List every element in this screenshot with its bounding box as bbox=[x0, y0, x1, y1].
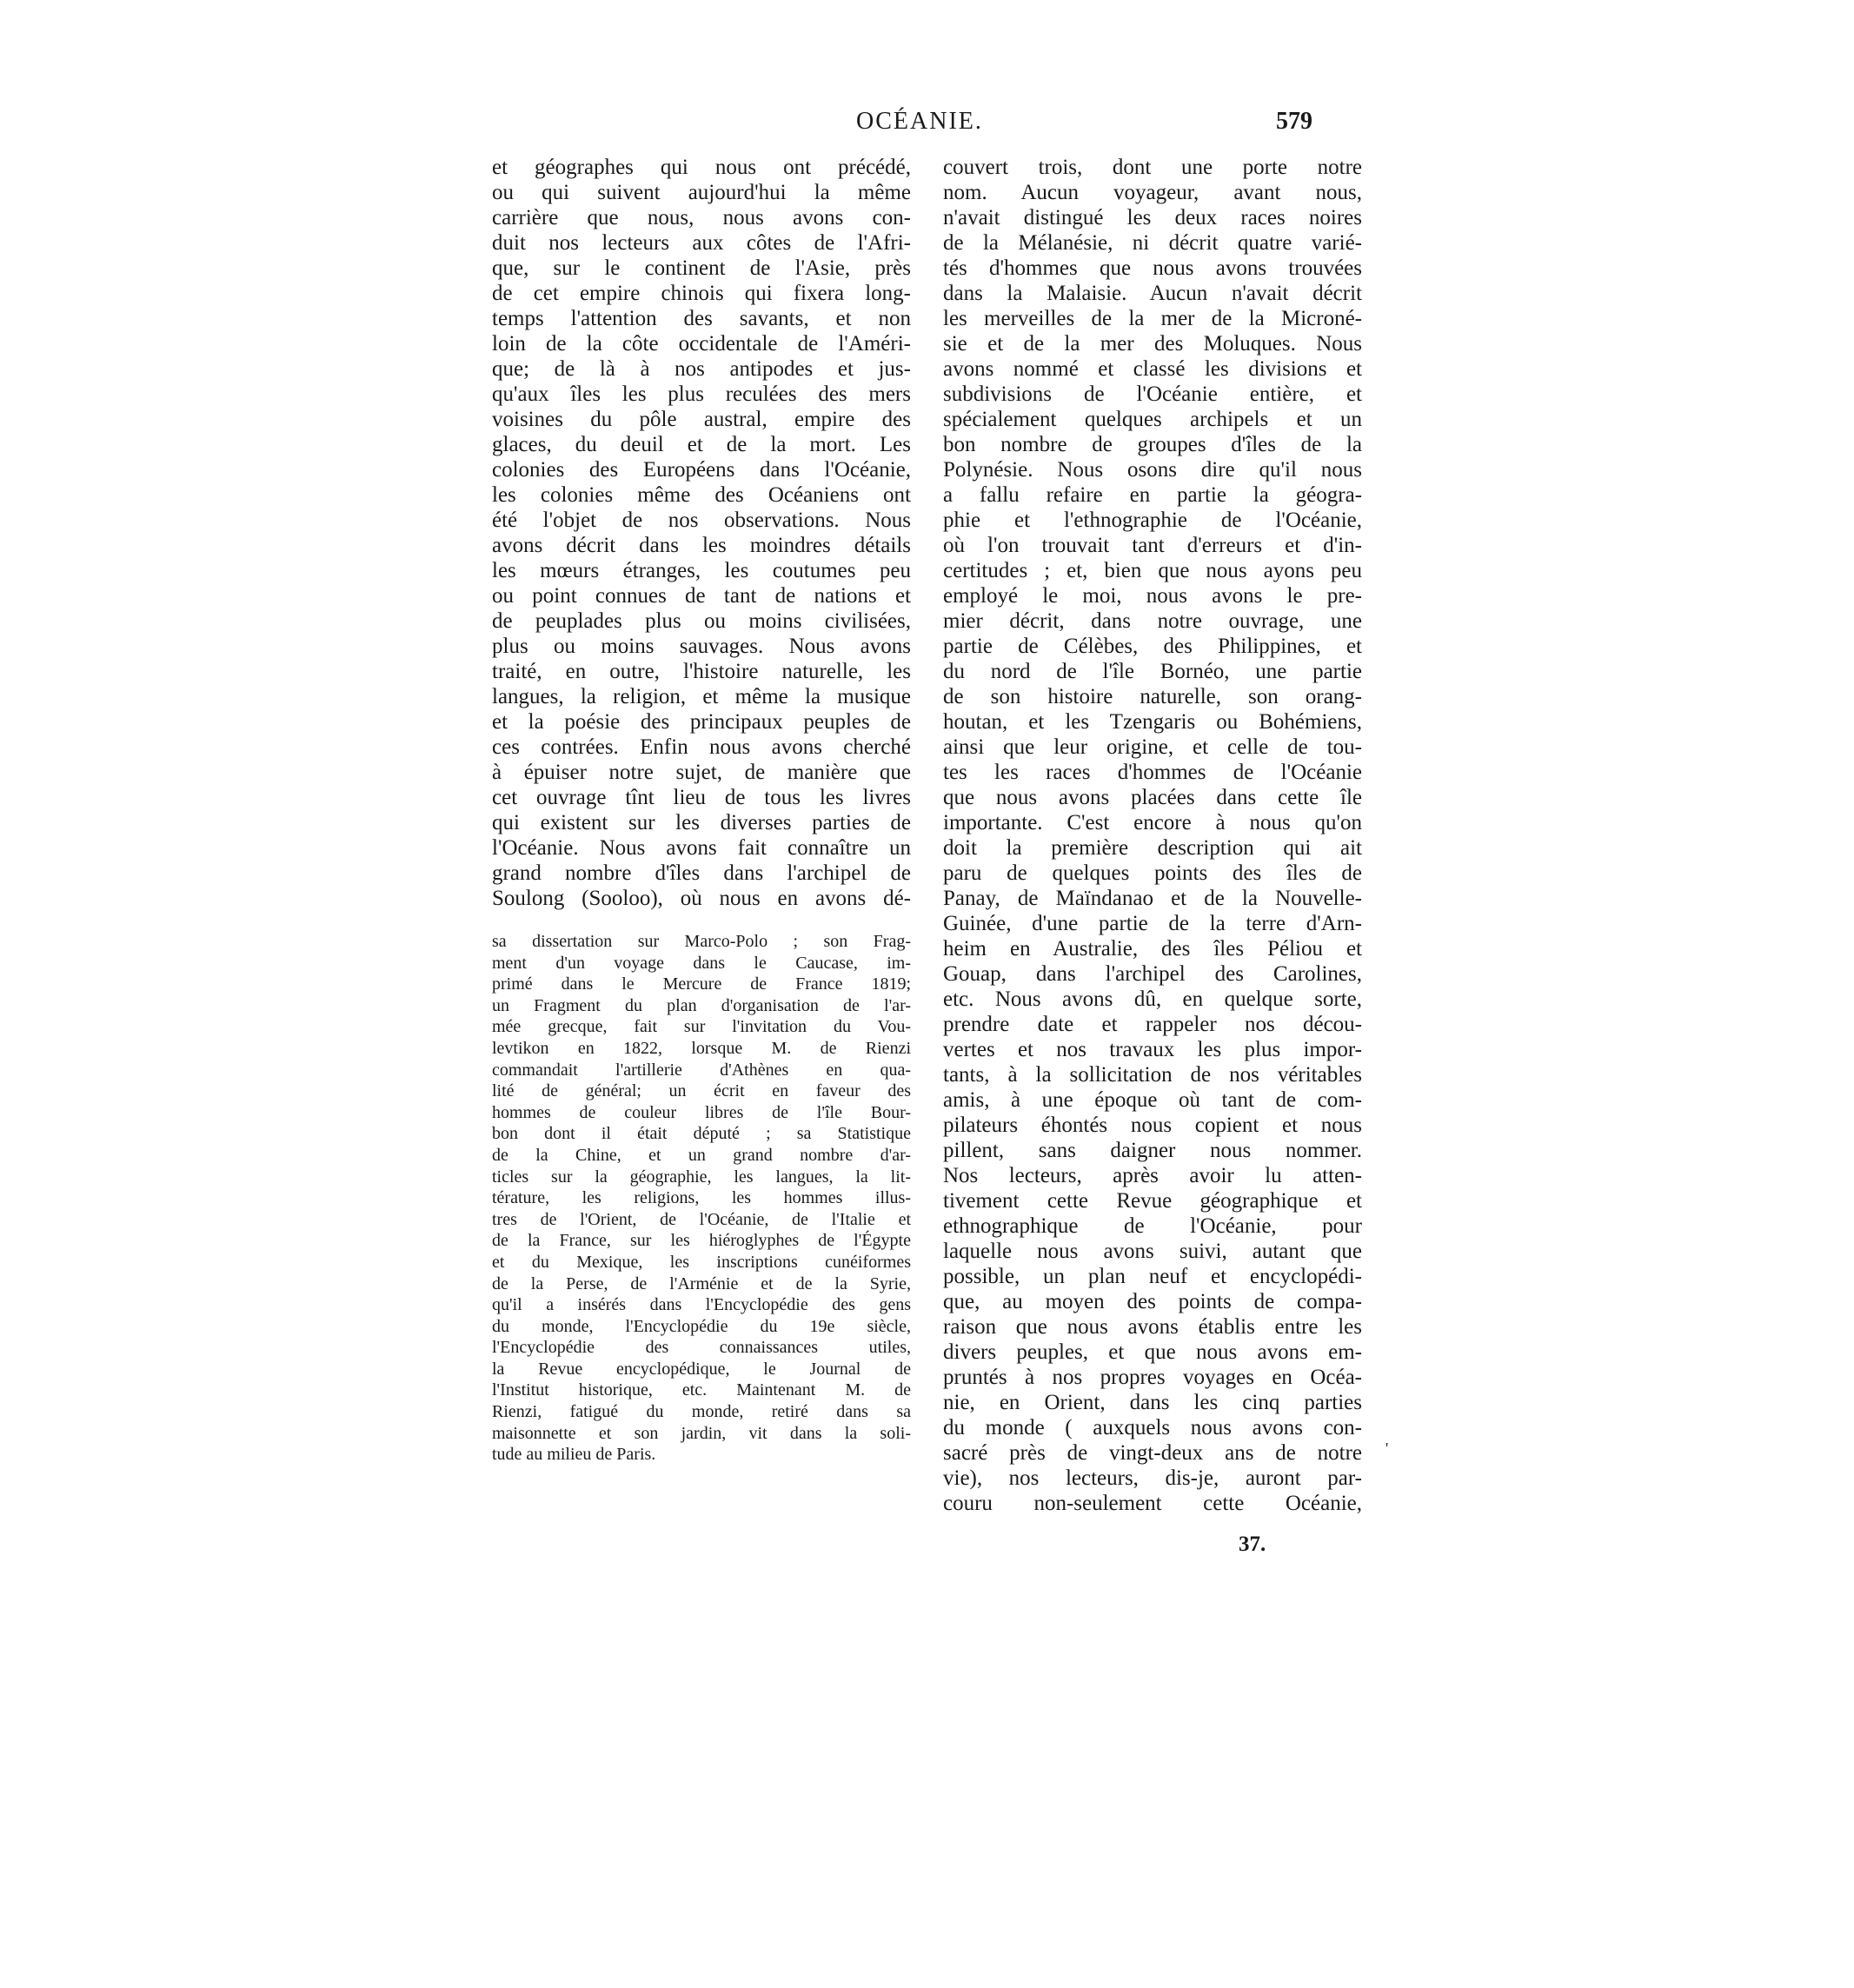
text-line: ou qui suivent aujourd'hui la même bbox=[492, 181, 911, 204]
text-line: nie, en Orient, dans les cinq parties bbox=[943, 1391, 1362, 1414]
text-line: tés d'hommes que nous avons trouvées bbox=[943, 256, 1362, 280]
footnote-line: maisonnette et son jardin, vit dans la soli- bbox=[492, 1423, 911, 1443]
text-line: l'Océanie. Nous avons fait connaître un bbox=[492, 836, 911, 860]
text-line: etc. Nous avons dû, en quelque sorte, bbox=[943, 987, 1362, 1011]
text-line: les colonies même des Océaniens ont bbox=[492, 483, 911, 507]
text-line: mier décrit, dans notre ouvrage, une bbox=[943, 609, 1362, 633]
text-line: voisines du pôle austral, empire des bbox=[492, 408, 911, 431]
text-line: les mœurs étranges, les coutumes peu bbox=[492, 559, 911, 582]
text-line: vertes et nos travaux les plus impor- bbox=[943, 1038, 1362, 1061]
footnote-line: de la Perse, de l'Arménie et de la Syrie, bbox=[492, 1273, 911, 1293]
footnote-block bbox=[492, 931, 911, 1466]
text-line: prendre date et rappeler nos décou- bbox=[943, 1013, 1362, 1036]
footnote-line: un Fragment du plan d'organisation de l'ar- bbox=[492, 995, 911, 1015]
text-line: ces contrées. Enfin nous avons cherché bbox=[492, 735, 911, 759]
text-line: divers peuples, et que nous avons em- bbox=[943, 1340, 1362, 1364]
footnote-line: l'Institut historique, etc. Maintenant M. de bbox=[492, 1380, 911, 1400]
text-line: tants, à la sollicitation de nos véritables bbox=[943, 1063, 1362, 1087]
text-line: dans la Malaisie. Aucun n'avait décrit bbox=[943, 282, 1362, 305]
footnote-line: hommes de couleur libres de l'île Bour- bbox=[492, 1102, 911, 1122]
footnote-line: lité de général; un écrit en faveur des bbox=[492, 1081, 911, 1101]
footnote-line: de la France, sur les hiéroglyphes de l'Égypte bbox=[492, 1231, 911, 1251]
page-number: 579 bbox=[1276, 108, 1312, 135]
text-line: du nord de l'île Bornéo, une partie bbox=[943, 660, 1362, 683]
footnote-line: et du Mexique, les inscriptions cunéiformes bbox=[492, 1252, 911, 1272]
text-line: colonies des Européens dans l'Océanie, bbox=[492, 458, 911, 482]
text-line: de son histoire naturelle, son orang- bbox=[943, 685, 1362, 708]
text-line: à épuiser notre sujet, de manière que bbox=[492, 761, 911, 784]
text-line: ou point connues de tant de nations et bbox=[492, 584, 911, 608]
footnote-line: bon dont il était député ; sa Statistique bbox=[492, 1124, 911, 1144]
text-line: spécialement quelques archipels et un bbox=[943, 408, 1362, 431]
text-line: avons décrit dans les moindres détails bbox=[492, 534, 911, 557]
text-line: paru de quelques points des îles de bbox=[943, 861, 1362, 885]
footnote-line: mée grecque, fait sur l'invitation du Vou- bbox=[492, 1017, 911, 1037]
text-line: bon nombre de groupes d'îles de la bbox=[943, 433, 1362, 456]
text-line: que; de là à nos antipodes et jus- bbox=[492, 357, 911, 381]
footnote-line: commandait l'artillerie d'Athènes en qua- bbox=[492, 1060, 911, 1080]
text-line: pilateurs éhontés nous copient et nous bbox=[943, 1114, 1362, 1137]
text-line: de cet empire chinois qui fixera long- bbox=[492, 282, 911, 305]
text-line: pillent, sans daigner nous nommer. bbox=[943, 1139, 1362, 1162]
text-line: tivement cette Revue géographique et bbox=[943, 1189, 1362, 1213]
footnote-line: l'Encyclopédie des connaissances utiles, bbox=[492, 1338, 911, 1358]
text-line: qui existent sur les diverses parties de bbox=[492, 811, 911, 834]
text-line: laquelle nous avons suivi, autant que bbox=[943, 1240, 1362, 1263]
text-line: n'avait distingué les deux races noires bbox=[943, 206, 1362, 229]
text-line: partie de Célèbes, des Philippines, et bbox=[943, 635, 1362, 658]
text-line: où l'on trouvait tant d'erreurs et d'in- bbox=[943, 534, 1362, 557]
text-line: temps l'attention des savants, et non bbox=[492, 307, 911, 330]
footnote-line: de la Chine, et un grand nombre d'ar- bbox=[492, 1145, 911, 1165]
text-line: de peuplades plus ou moins civilisées, bbox=[492, 609, 911, 633]
text-line: heim en Australie, des îles Péliou et bbox=[943, 937, 1362, 961]
footnote-line: térature, les religions, les hommes illus- bbox=[492, 1188, 911, 1208]
text-line: carrière que nous, nous avons con- bbox=[492, 206, 911, 229]
margin-mark: ' bbox=[1386, 1439, 1389, 1457]
text-line: vie), nos lecteurs, dis-je, auront par- bbox=[943, 1466, 1362, 1490]
text-line: et géographes qui nous ont précédé, bbox=[492, 156, 911, 179]
text-line: nom. Aucun voyageur, avant nous, bbox=[943, 181, 1362, 204]
footnote-line: Rienzi, fatigué du monde, retiré dans sa bbox=[492, 1402, 911, 1422]
text-line: certitudes ; et, bien que nous ayons peu bbox=[943, 559, 1362, 582]
footnote-line: la Revue encyclopédique, le Journal de bbox=[492, 1359, 911, 1379]
footnote-line: ticles sur la géographie, les langues, la lit- bbox=[492, 1167, 911, 1187]
text-line: loin de la côte occidentale de l'Améri- bbox=[492, 332, 911, 356]
text-line: pruntés à nos propres voyages en Océa- bbox=[943, 1366, 1362, 1389]
footnote-line: levtikon en 1822, lorsque M. de Rienzi bbox=[492, 1038, 911, 1058]
text-line: ainsi que leur origine, et celle de tou- bbox=[943, 735, 1362, 759]
text-line: sacré près de vingt-deux ans de notre bbox=[943, 1441, 1362, 1465]
text-line: les merveilles de la mer de la Microné- bbox=[943, 307, 1362, 330]
text-line: duit nos lecteurs aux côtes de l'Afri- bbox=[492, 231, 911, 255]
footnote-line: tude au milieu de Paris. bbox=[492, 1445, 656, 1465]
text-line: que, au moyen des points de compa- bbox=[943, 1290, 1362, 1313]
text-line: grand nombre d'îles dans l'archipel de bbox=[492, 861, 911, 885]
text-line: de la Mélanésie, ni décrit quatre varié- bbox=[943, 231, 1362, 255]
text-line: été l'objet de nos observations. Nous bbox=[492, 509, 911, 532]
text-line: avons nommé et classé les divisions et bbox=[943, 357, 1362, 381]
running-title: OCÉANIE. bbox=[856, 108, 983, 135]
text-line: Gouap, dans l'archipel des Carolines, bbox=[943, 962, 1362, 986]
footnote-line: tres de l'Orient, de l'Océanie, de l'Italie et bbox=[492, 1209, 911, 1229]
text-line: traité, en outre, l'histoire naturelle, les bbox=[492, 660, 911, 683]
footnote-line: primé dans le Mercure de France 1819; bbox=[492, 974, 911, 994]
text-line: ethnographique de l'Océanie, pour bbox=[943, 1214, 1362, 1238]
text-line: langues, la religion, et même la musique bbox=[492, 685, 911, 708]
text-line: que nous avons placées dans cette île bbox=[943, 786, 1362, 809]
footnote-line: du monde, l'Encyclopédie du 19e siècle, bbox=[492, 1316, 911, 1336]
text-line: raison que nous avons établis entre les bbox=[943, 1315, 1362, 1339]
text-line: Panay, de Maïndanao et de la Nouvelle- bbox=[943, 887, 1362, 910]
signature-mark: 37. bbox=[1239, 1533, 1266, 1556]
text-line: Polynésie. Nous osons dire qu'il nous bbox=[943, 458, 1362, 482]
text-line: doit la première description qui ait bbox=[943, 836, 1362, 860]
text-line: et la poésie des principaux peuples de bbox=[492, 710, 911, 734]
left-text-column bbox=[492, 155, 911, 911]
text-line: tes les races d'hommes de l'Océanie bbox=[943, 761, 1362, 784]
text-line: cet ouvrage tînt lieu de tous les livres bbox=[492, 786, 911, 809]
right-text-column bbox=[943, 155, 1362, 1516]
text-line: subdivisions de l'Océanie entière, et bbox=[943, 382, 1362, 406]
text-line: couvert trois, dont une porte notre bbox=[943, 156, 1362, 179]
footnote-line: qu'il a insérés dans l'Encyclopédie des gens bbox=[492, 1295, 911, 1315]
text-line: possible, un plan neuf et encyclopédi- bbox=[943, 1265, 1362, 1288]
footnote-line: ment d'un voyage dans le Caucase, im- bbox=[492, 953, 911, 973]
text-line: Guinée, d'une partie de la terre d'Arn- bbox=[943, 912, 1362, 935]
text-line: que, sur le continent de l'Asie, près bbox=[492, 256, 911, 280]
text-line: Soulong (Sooloo), où nous en avons dé- bbox=[492, 887, 911, 910]
text-line: du monde ( auxquels nous avons con- bbox=[943, 1416, 1362, 1439]
text-line: couru non-seulement cette Océanie, bbox=[943, 1492, 1362, 1515]
text-line: glaces, du deuil et de la mort. Les bbox=[492, 433, 911, 456]
text-line: employé le moi, nous avons le pre- bbox=[943, 584, 1362, 608]
text-line: plus ou moins sauvages. Nous avons bbox=[492, 635, 911, 658]
footnote-line: sa dissertation sur Marco-Polo ; son Frag- bbox=[492, 932, 911, 951]
text-line: phie et l'ethnographie de l'Océanie, bbox=[943, 509, 1362, 532]
text-line: a fallu refaire en partie la géogra- bbox=[943, 483, 1362, 507]
text-line: importante. C'est encore à nous qu'on bbox=[943, 811, 1362, 834]
text-line: qu'aux îles les plus reculées des mers bbox=[492, 382, 911, 406]
text-line: sie et de la mer des Moluques. Nous bbox=[943, 332, 1362, 356]
text-line: amis, à une époque où tant de com- bbox=[943, 1088, 1362, 1112]
text-line: Nos lecteurs, après avoir lu atten- bbox=[943, 1164, 1362, 1187]
text-line: houtan, et les Tzengaris ou Bohémiens, bbox=[943, 710, 1362, 734]
